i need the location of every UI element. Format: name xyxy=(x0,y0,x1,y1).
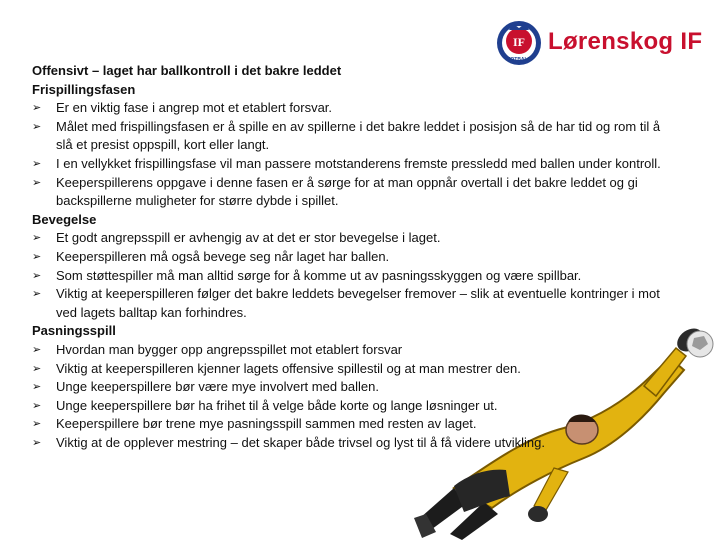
section-title-pasningsspill: Pasningsspill xyxy=(32,323,116,339)
arrow-bullet-icon: ➢ xyxy=(32,232,42,245)
slide-content xyxy=(32,62,672,452)
club-logo xyxy=(496,20,716,66)
list-item: ➢ Unge keeperspillere bør ha frihet til å velge både korte og lange løsninger ut. xyxy=(32,397,672,416)
arrow-bullet-icon: ➢ xyxy=(32,288,42,301)
list-item: ➢ Som støttespiller må man alltid sørge for å komme ut av pasningsskyggen og være spillbar. xyxy=(32,267,672,286)
arrow-bullet-icon: ➢ xyxy=(32,176,42,189)
arrow-bullet-icon: ➢ xyxy=(32,102,42,115)
list-item: ➢ Viktig at de opplever mestring – det skaper både trivsel og lyst til å få videre utvikling. xyxy=(32,434,672,453)
list-item: ➢ Viktig at keeperspilleren følger det bakre leddets bevegelser fremover – slik at eventuelle kontringer i mot ved lagets balltap kan forhindres. xyxy=(32,286,660,320)
bullet-list-bevegelse xyxy=(32,229,672,322)
arrow-bullet-icon: ➢ xyxy=(32,343,42,356)
list-item: ➢ Hvordan man bygger opp angrepsspillet mot etablert forsvar xyxy=(32,341,672,360)
list-item: ➢ I en vellykket frispillingsfase vil man passere motstanderens fremste pressledd med ballen under kontroll. xyxy=(32,155,672,174)
list-item: ➢ Er en viktig fase i angrep mot et etablert forsvar. xyxy=(32,99,672,118)
list-item: ➢ Målet med frispillingsfasen er å spille en av spillerne i det bakre leddet i posisjon så de har tid og rom til å slå et presist oppspill, kort eller langt. xyxy=(32,118,661,153)
list-item: ➢ Keeperspillerens oppgave i denne fasen er å sørge for at man oppnår overtall i det bakre leddet og gi backspillerne muligheter for større dybde i spillet. xyxy=(32,174,638,209)
crest-ring-label: FOTBALL xyxy=(507,57,531,63)
list-item: ➢ Viktig at keeperspilleren kjenner lagets offensive spillestil og at man mestrer den. xyxy=(32,360,672,379)
bullet-list-pasningsspill xyxy=(32,341,672,453)
list-item: ➢ Unge keeperspillere bør være mye involvert med ballen. xyxy=(32,378,672,397)
arrow-bullet-icon: ➢ xyxy=(32,120,42,133)
section-title-bevegelse: Bevegelse xyxy=(32,211,97,227)
list-item: ➢ Keeperspilleren må også bevege seg når laget har ballen. xyxy=(32,248,672,267)
list-item: ➢ Keeperspillere bør trene mye pasningsspill sammen med resten av laget. xyxy=(32,415,672,434)
arrow-bullet-icon: ➢ xyxy=(32,381,42,394)
arrow-bullet-icon: ➢ xyxy=(32,418,42,431)
list-item: ➢ Et godt angrepsspill er avhengig av at det er stor bevegelse i laget. xyxy=(32,229,672,248)
intro-heading: Offensivt – laget har ballkontroll i det bakre leddet xyxy=(32,63,342,78)
arrow-bullet-icon: ➢ xyxy=(32,157,42,170)
arrow-bullet-icon: ➢ xyxy=(32,269,42,282)
arrow-bullet-icon: ➢ xyxy=(32,362,42,375)
club-name: Lørenskog IF xyxy=(548,28,703,55)
section-title-frispillingsfasen: Frispillingsfasen xyxy=(32,81,136,97)
bullet-list-frispillingsfasen xyxy=(32,99,672,211)
arrow-bullet-icon: ➢ xyxy=(32,399,42,412)
crest-letters: IF xyxy=(513,35,525,49)
arrow-bullet-icon: ➢ xyxy=(32,250,42,263)
club-crest-icon xyxy=(496,20,542,66)
arrow-bullet-icon: ➢ xyxy=(32,436,42,449)
